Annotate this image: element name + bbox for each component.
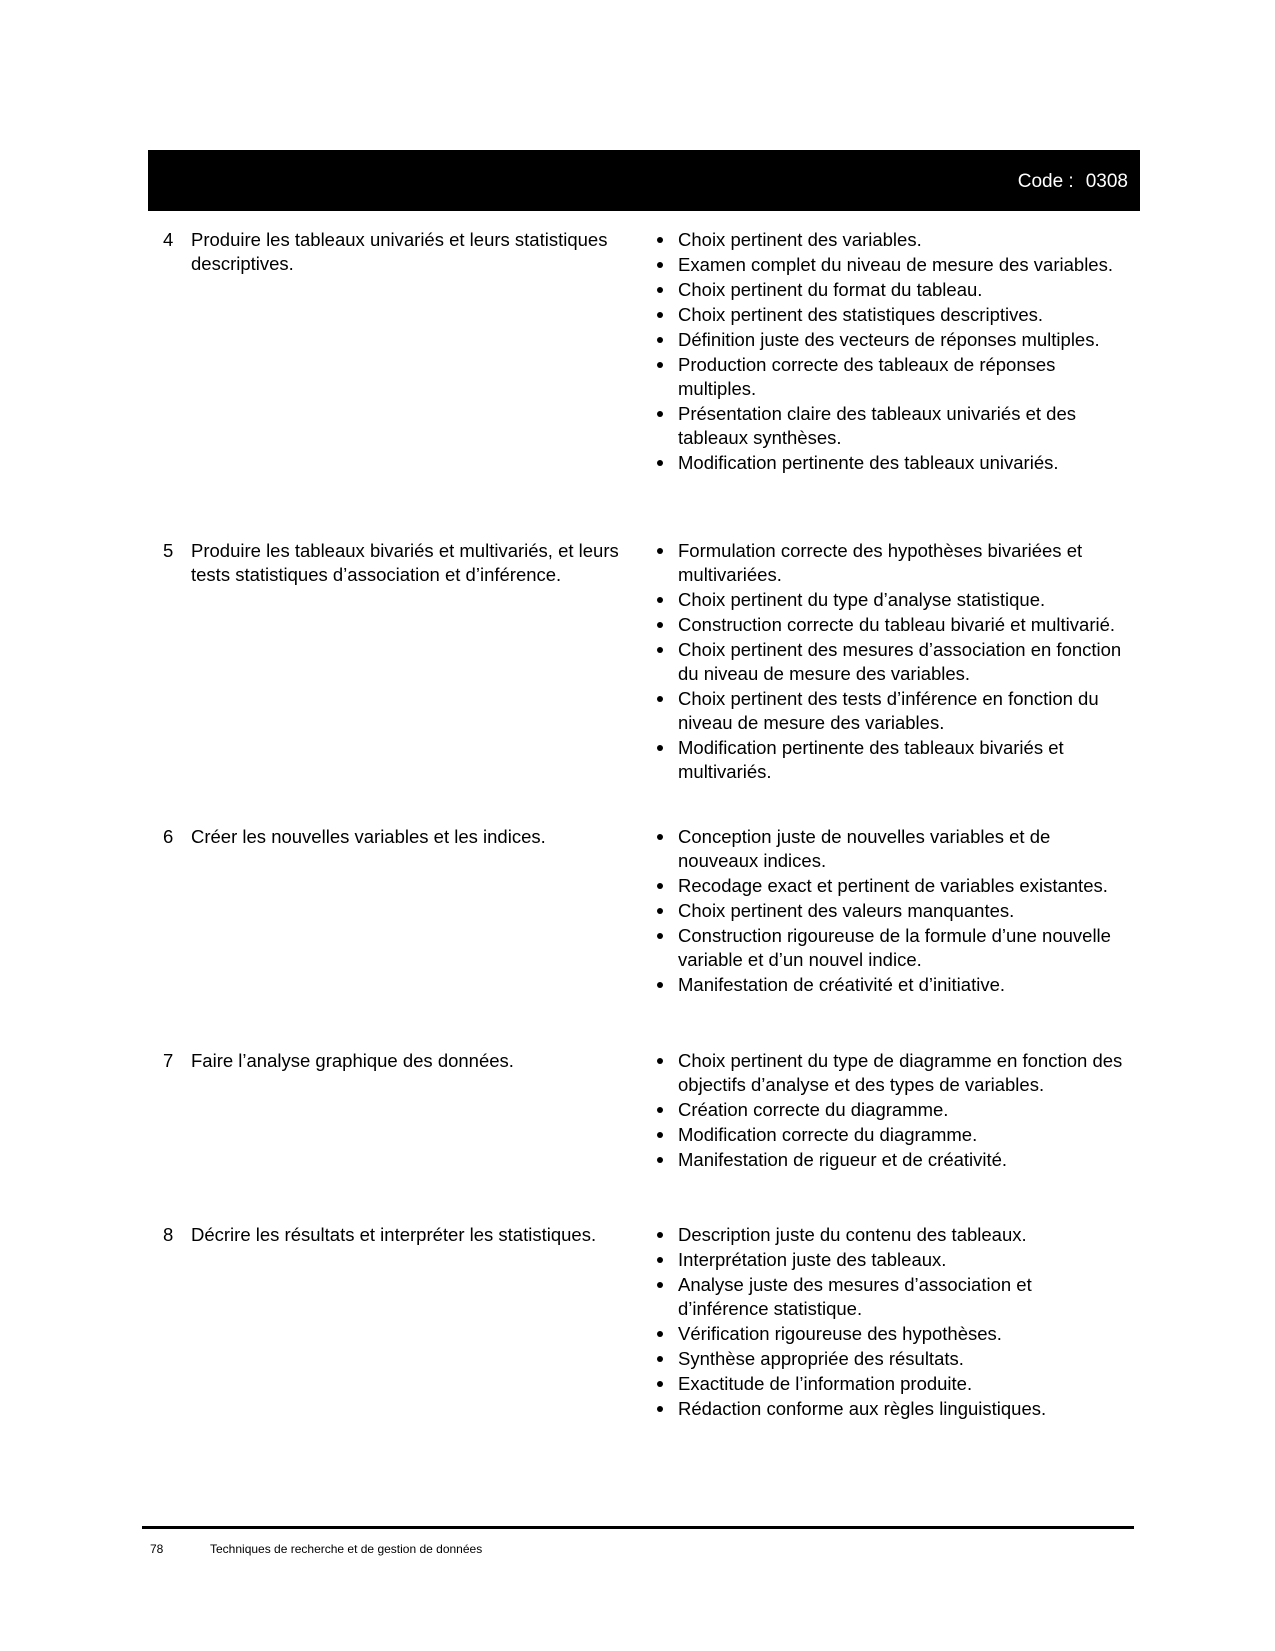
criterion: Modification correcte du diagramme. (657, 1123, 1123, 1147)
criterion: Interprétation juste des tableaux. (657, 1248, 1123, 1272)
criterion: Construction correcte du tableau bivarié et multivarié. (657, 613, 1123, 637)
criterion: Choix pertinent des variables. (657, 228, 1123, 252)
criterion: Choix pertinent du type d’analyse statistique. (657, 588, 1123, 612)
criterion: Modification pertinente des tableaux bivariés et multivariés. (657, 736, 1123, 784)
criterion: Vérification rigoureuse des hypothèses. (657, 1322, 1123, 1346)
criteria-list (657, 539, 1123, 825)
criterion: Présentation claire des tableaux univariés et des tableaux synthèses. (657, 402, 1123, 450)
criterion: Description juste du contenu des tableaux. (657, 1223, 1123, 1247)
criteria-list (657, 228, 1123, 539)
competency-text: Créer les nouvelles variables et les indices. (191, 826, 546, 847)
criterion: Recodage exact et pertinent de variables existantes. (657, 874, 1123, 898)
competency-table (163, 228, 1123, 1422)
competency-row (163, 228, 1123, 539)
criterion: Définition juste des vecteurs de réponses multiples. (657, 328, 1123, 352)
criterion: Modification pertinente des tableaux univariés. (657, 451, 1123, 475)
criterion: Synthèse appropriée des résultats. (657, 1347, 1123, 1371)
competency-text: Produire les tableaux bivariés et multivariés, et leurs tests statistiques d’association et d’inférence. (191, 540, 619, 585)
page-footer (150, 1542, 482, 1556)
criteria-list (657, 1049, 1123, 1223)
competency-number: 6 (163, 826, 174, 847)
criteria-list (657, 825, 1123, 1049)
competency (163, 539, 657, 825)
competency (163, 228, 657, 539)
competency-row (163, 1049, 1123, 1223)
criterion: Conception juste de nouvelles variables et de nouveaux indices. (657, 825, 1123, 873)
competency-text: Produire les tableaux univariés et leurs statistiques descriptives. (191, 229, 608, 274)
criterion: Choix pertinent des tests d’inférence en fonction du niveau de mesure des variables. (657, 687, 1123, 735)
criterion: Manifestation de créativité et d’initiative. (657, 973, 1123, 997)
criterion: Choix pertinent des statistiques descriptives. (657, 303, 1123, 327)
competency-number: 4 (163, 229, 174, 250)
criterion: Choix pertinent du type de diagramme en fonction des objectifs d’analyse et des types de variables. (657, 1049, 1123, 1097)
criterion: Analyse juste des mesures d’association et d’inférence statistique. (657, 1273, 1123, 1321)
criterion: Exactitude de l’information produite. (657, 1372, 1123, 1396)
competency (163, 1049, 657, 1223)
document-title: Techniques de recherche et de gestion de données (210, 1542, 483, 1556)
competency-row (163, 825, 1123, 1049)
program-code (1018, 172, 1128, 191)
criterion: Formulation correcte des hypothèses bivariées et multivariées. (657, 539, 1123, 587)
criterion: Création correcte du diagramme. (657, 1098, 1123, 1122)
competency-text: Faire l’analyse graphique des données. (191, 1050, 514, 1071)
criterion: Examen complet du niveau de mesure des variables. (657, 253, 1123, 277)
criterion: Choix pertinent des valeurs manquantes. (657, 899, 1123, 923)
competency (163, 1223, 657, 1422)
footer-divider (142, 1526, 1134, 1529)
criterion: Choix pertinent des mesures d’association en fonction du niveau de mesure des variables. (657, 638, 1123, 686)
competency-row (163, 539, 1123, 825)
code-value: 0308 (1085, 171, 1128, 192)
competency-text: Décrire les résultats et interpréter les statistiques. (191, 1224, 597, 1245)
criterion: Production correcte des tableaux de réponses multiples. (657, 353, 1123, 401)
criterion: Rédaction conforme aux règles linguistiques. (657, 1397, 1123, 1421)
competency-number: 8 (163, 1224, 174, 1245)
competency-number: 7 (163, 1050, 174, 1071)
criterion: Choix pertinent du format du tableau. (657, 278, 1123, 302)
criterion: Manifestation de rigueur et de créativité. (657, 1148, 1123, 1172)
competency-number: 5 (163, 540, 174, 561)
page-number: 78 (150, 1542, 164, 1556)
criterion: Construction rigoureuse de la formule d’une nouvelle variable et d’un nouvel indice. (657, 924, 1123, 972)
code-label: Code : (1017, 171, 1074, 192)
header-bar (148, 150, 1140, 211)
competency (163, 825, 657, 1049)
criteria-list (657, 1223, 1123, 1422)
competency-row (163, 1223, 1123, 1422)
